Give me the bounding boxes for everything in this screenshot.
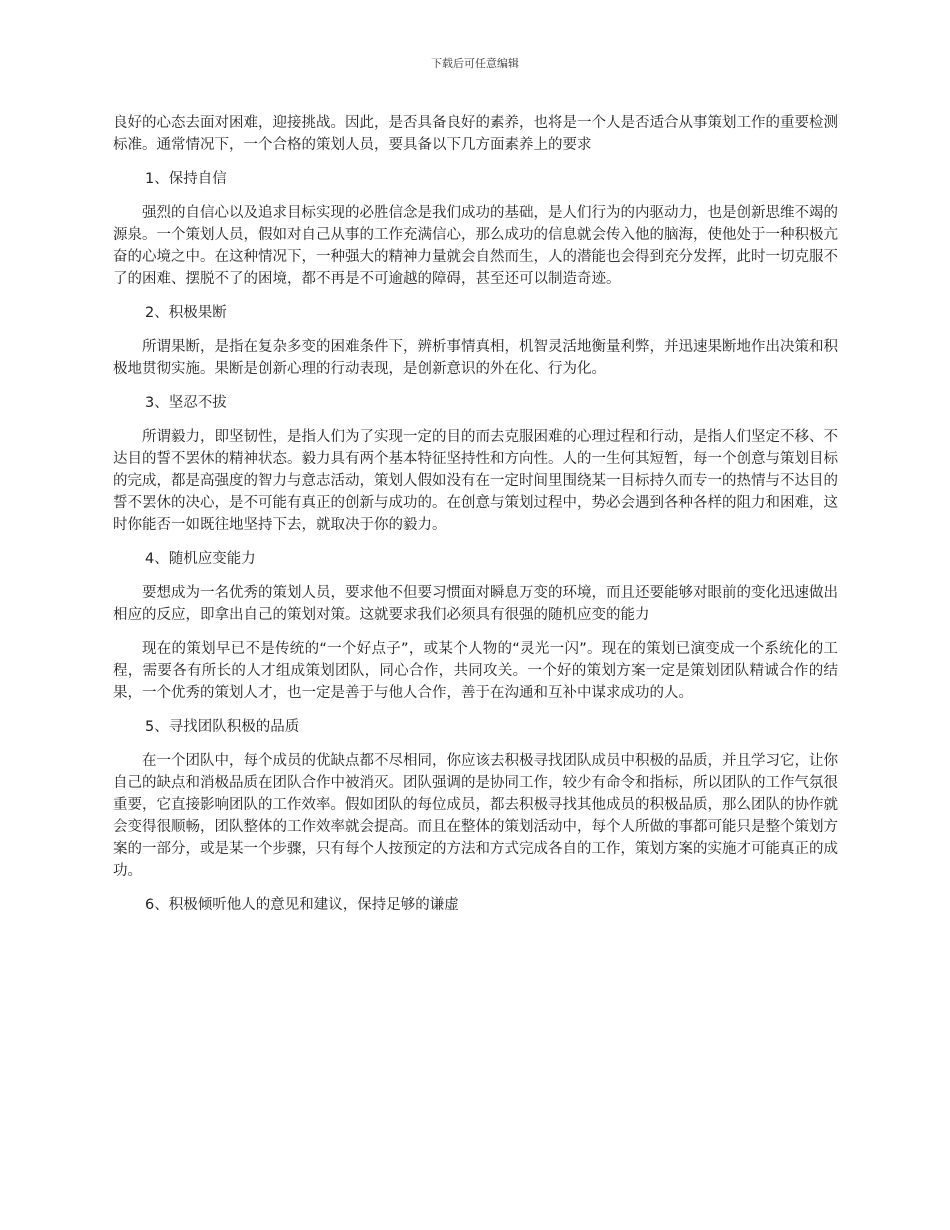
intro-paragraph: 良好的心态去面对困难，迎接挑战。因此，是否具备良好的素养，也将是一个人是否适合从事策划工作的重要检测标准。通常情况下，一个合格的策划人员，要具备以下几方面素养上的要求: [113, 115, 838, 153]
section-paragraph-1: 强烈的自信心以及追求目标实现的必胜信念是我们成功的基础，是人们行为的内驱动力，也是创新思维不竭的源泉。一个策划人员，假如对自己从事的工作充满信心，那么成功的信息就会传入他的脑海，使他处于一种积极亢奋的心境之中。在这种情况下，一种强大的精神力量就会自然而生，人的潜能也会得到充分发挥，此时一切克服不了的困难、摆脱不了的困境，都不再是不可逾越的障碍，甚至还可以制造奇迹。: [113, 205, 838, 287]
section-paragraph-3: 所谓毅力，即坚韧性，是指人们为了实现一定的目的而去克服困难的心理过程和行动，是指人们坚定不移、不达目的誓不罢休的精神状态。毅力具有两个基本特征坚持性和方向性。人的一生何其短暂，每一个创意与策划目标的完成，都是高强度的智力与意志活动，策划人假如没有在一定时间里围绕某一目标持久而专一的热情与不达目的誓不罢休的决心，是不可能有真正的创新与成功的。在创意与策划过程中，势必会遇到各种各样的阻力和困难，这时你能否一如既往地坚持下去，就取决于你的毅力。: [113, 429, 838, 533]
section-heading-3: 3、坚忍不拔: [145, 395, 227, 411]
section-paragraph-4b: 现在的策划早已不是传统的“一个好点子”，或某个人物的“灵光一闪”。现在的策划已演变成一个系统化的工程，需要各有所长的人才组成策划团队，同心合作，共同攻关。一个好的策划方案一定是策划团队精诚合作的结果，一个优秀的策划人才，也一定是善于与他人合作，善于在沟通和互补中谋求成功的人。: [113, 641, 838, 701]
document-body: [113, 112, 838, 928]
section-heading-1: 1、保持自信: [145, 171, 227, 187]
section-paragraph-5: 在一个团队中，每个成员的优缺点都不尽相同，你应该去积极寻找团队成员中积极的品质，并且学习它，让你自己的缺点和消极品质在团队合作中被消灭。团队强调的是协同工作，较少有命令和指标，所以团队的工作气氛很重要，它直接影响团队的工作效率。假如团队的每位成员，都去积极寻找其他成员的积极品质，那么团队的协作就会变得很顺畅，团队整体的工作效率就会提高。而且在整体的策划活动中，每个人所做的事都可能只是整个策划方案的一部分，或是某一个步骤，只有每个人按预定的方法和方式完成各自的工作，策划方案的实施才可能真正的成功。: [113, 753, 838, 879]
section-heading-6: 6、积极倾听他人的意见和建议，保持足够的谦虚: [145, 897, 459, 913]
page-header-note: 下载后可任意编辑: [431, 57, 519, 70]
section-heading-5: 5、寻找团队积极的品质: [145, 719, 300, 735]
section-heading-2: 2、积极果断: [145, 305, 227, 321]
section-paragraph-2: 所谓果断，是指在复杂多变的困难条件下，辨析事情真相，机智灵活地衡量利弊，并迅速果断地作出决策和积极地贯彻实施。果断是创新心理的行动表现，是创新意识的外在化、行为化。: [113, 339, 838, 377]
section-paragraph-4a: 要想成为一名优秀的策划人员，要求他不但要习惯面对瞬息万变的环境，而且还要能够对眼前的变化迅速做出相应的反应，即拿出自己的策划对策。这就要求我们必须具有很强的随机应变的能力: [113, 585, 838, 623]
section-heading-4: 4、随机应变能力: [145, 551, 256, 567]
